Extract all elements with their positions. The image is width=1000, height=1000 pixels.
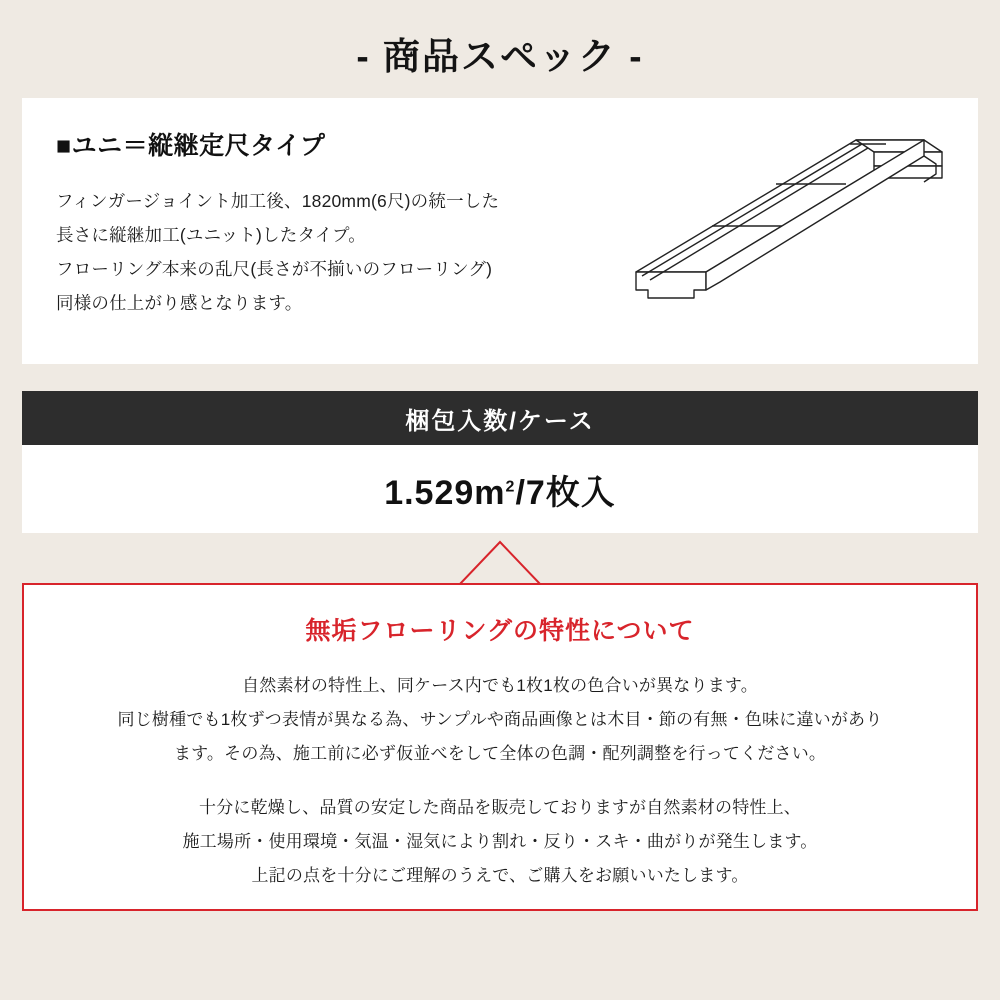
package-quantity-card bbox=[22, 445, 978, 533]
quantity-unit: m bbox=[474, 473, 506, 512]
notice-paragraph-2 bbox=[54, 791, 946, 893]
notice-section bbox=[22, 583, 978, 911]
quantity-suffix: /7枚入 bbox=[515, 473, 616, 512]
spec-card bbox=[22, 98, 978, 364]
notice-paragraph-1 bbox=[54, 669, 946, 771]
notice-box bbox=[22, 583, 978, 911]
spec-description bbox=[56, 184, 626, 321]
notice-title: 無垢フローリングの特性について bbox=[305, 617, 695, 645]
spec-description-line: フローリング本来の乱尺(長さが不揃いのフローリング) bbox=[56, 259, 493, 280]
spec-description-line: 同様の仕上がり感となります。 bbox=[56, 293, 303, 314]
spec-description-line: フィンガージョイント加工後、1820mm(6尺)の統一した bbox=[56, 191, 500, 211]
notice-line: 上記の点を十分にご理解のうえで、ご購入をお願いいたします。 bbox=[251, 866, 749, 885]
flooring-board-illustration bbox=[624, 122, 954, 332]
package-band: 梱包入数/ケース bbox=[22, 391, 978, 445]
spec-heading: ■ユニ＝縦継定尺タイプ bbox=[56, 132, 326, 160]
notice-line: ます。その為、施工前に必ず仮並べをして全体の色調・配列調整を行ってください。 bbox=[173, 744, 827, 763]
page-title: - 商品スペック - bbox=[356, 36, 644, 77]
spec-description-line: 長さに縦継加工(ユニット)したタイプ。 bbox=[56, 225, 366, 246]
quantity-unit-exponent: 2 bbox=[505, 478, 516, 496]
quantity-number: 1.529 bbox=[384, 473, 475, 512]
notice-line: 同じ樹種でも1枚ずつ表情が異なる為、サンプルや商品画像とは木目・節の有無・色味に違いがあり bbox=[117, 710, 883, 729]
notice-line: 十分に乾燥し、品質の安定した商品を販売しておりますが自然素材の特性上、 bbox=[199, 798, 801, 817]
package-quantity-value bbox=[384, 465, 616, 514]
notice-line: 自然素材の特性上、同ケース内でも1枚1枚の色合いが異なります。 bbox=[242, 676, 758, 695]
notice-line: 施工場所・使用環境・気温・湿気により割れ・反り・スキ・曲がりが発生します。 bbox=[182, 832, 818, 851]
notice-pointer-icon bbox=[22, 538, 978, 584]
